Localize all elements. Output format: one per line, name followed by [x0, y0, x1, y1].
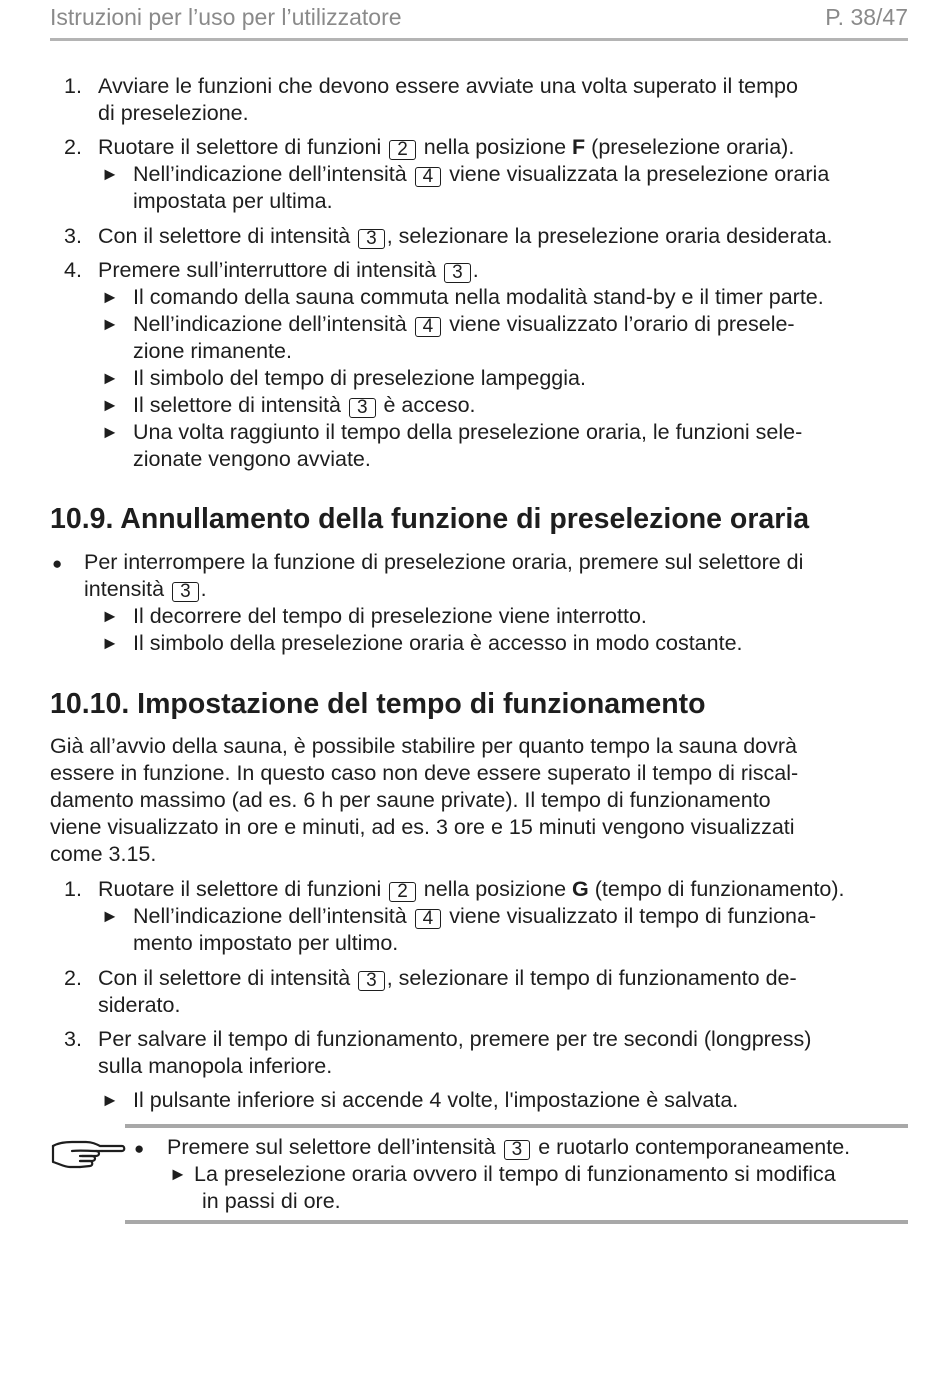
control-ref-box: 3 [358, 229, 385, 249]
result-arrow-icon: ► [101, 164, 119, 184]
bullet-text: intensità 3 . [84, 577, 207, 602]
result-text: mento impostato per ultimo. [133, 931, 399, 955]
step-text: Ruotare il selettore di funzioni 2 nella posizione F (preselezione oraria). [98, 135, 795, 160]
result-arrow-icon: ► [101, 314, 119, 334]
step-text: di preselezione. [98, 101, 249, 125]
paragraph-line: essere in funzione. In questo caso non deve essere superato il tempo di riscal- [50, 761, 799, 785]
note-top-rule [125, 1124, 908, 1128]
step-text: Per salvare il tempo di funzionamento, premere per tre secondi (longpress) [98, 1027, 812, 1051]
note-result-text: in passi di ore. [202, 1189, 341, 1213]
result-text: Il comando della sauna commuta nella modalità stand-by e il timer parte. [133, 285, 824, 309]
pointing-hand-icon [50, 1134, 126, 1176]
note-bottom-rule [125, 1220, 908, 1224]
bullet-icon: ● [134, 1139, 145, 1158]
note-text: Premere sul selettore dell’intensità 3 e ruotarlo contemporaneamente. [167, 1135, 851, 1160]
result-arrow-icon: ► [101, 287, 119, 307]
result-text: zionate vengono avviate. [133, 447, 371, 471]
control-ref-box: 2 [389, 140, 416, 160]
step-number: 3. [64, 224, 82, 248]
result-text: zione rimanente. [133, 339, 292, 363]
result-text: Una volta raggiunto il tempo della preselezione oraria, le funzioni sele- [133, 420, 803, 444]
control-ref-box: 4 [415, 167, 442, 187]
control-ref-box: 2 [389, 882, 416, 902]
bullet-icon: ● [52, 554, 63, 573]
step-text: Avviare le funzioni che devono essere avviate una volta superato il tempo [98, 74, 798, 98]
result-text: Il simbolo della preselezione oraria è accesso in modo costante. [133, 631, 743, 655]
note-result-text: La preselezione oraria ovvero il tempo di funzionamento si modifica [194, 1162, 836, 1186]
step-number: 1. [64, 74, 82, 98]
step-number: 1. [64, 877, 82, 901]
bullet-text: Per interrompere la funzione di preselezione oraria, premere sul selettore di [84, 550, 804, 574]
control-ref-box: 4 [415, 317, 442, 337]
result-arrow-icon: ► [101, 422, 119, 442]
result-text: Il pulsante inferiore si accende 4 volte, l'impostazione è salvata. [133, 1088, 739, 1112]
paragraph-line: come 3.15. [50, 842, 157, 866]
step-text: Con il selettore di intensità 3 , selezionare il tempo di funzionamento de- [98, 966, 797, 991]
document-title: Istruzioni per l’uso per l’utilizzatore [50, 4, 402, 30]
control-ref-box: 3 [172, 582, 199, 602]
page-header [50, 2, 908, 32]
step-text: siderato. [98, 993, 181, 1017]
result-text: Nell’indicazione dell’intensità 4 viene visualizzato l’orario di presele- [133, 312, 795, 337]
result-arrow-icon: ► [169, 1164, 187, 1184]
result-arrow-icon: ► [101, 633, 119, 653]
header-divider [50, 38, 908, 41]
result-arrow-icon: ► [101, 395, 119, 415]
result-text: Il decorrere del tempo di preselezione viene interrotto. [133, 604, 647, 628]
result-text: Nell’indicazione dell’intensità 4 viene visualizzato il tempo di funziona- [133, 904, 817, 929]
paragraph-line: viene visualizzato in ore e minuti, ad es. 3 ore e 15 minuti vengono visualizzati [50, 815, 795, 839]
result-arrow-icon: ► [101, 368, 119, 388]
result-arrow-icon: ► [101, 1090, 119, 1110]
control-ref-box: 3 [349, 398, 376, 418]
section-heading: 10.10. Impostazione del tempo di funzionamento [50, 688, 706, 720]
control-ref-box: 3 [504, 1140, 531, 1160]
control-ref-box: 3 [358, 971, 385, 991]
paragraph-line: damento massimo (ad es. 6 h per saune private). Il tempo di funzionamento [50, 788, 771, 812]
result-text: Il selettore di intensità 3 è acceso. [133, 393, 476, 418]
step-text: sulla manopola inferiore. [98, 1054, 333, 1078]
section-heading: 10.9. Annullamento della funzione di preselezione oraria [50, 503, 810, 535]
control-ref-box: 3 [444, 263, 471, 283]
step-number: 2. [64, 966, 82, 990]
step-number: 3. [64, 1027, 82, 1051]
result-text: Nell’indicazione dell’intensità 4 viene visualizzata la preselezione oraria [133, 162, 830, 187]
step-number: 2. [64, 135, 82, 159]
step-text: Ruotare il selettore di funzioni 2 nella posizione G (tempo di funzionamento). [98, 877, 845, 902]
page-number: P. 38/47 [825, 4, 908, 30]
step-text: Con il selettore di intensità 3 , selezionare la preselezione oraria desiderata. [98, 224, 833, 249]
result-arrow-icon: ► [101, 906, 119, 926]
result-text: Il simbolo del tempo di preselezione lampeggia. [133, 366, 586, 390]
result-text: impostata per ultima. [133, 189, 333, 213]
result-arrow-icon: ► [101, 606, 119, 626]
control-ref-box: 4 [415, 909, 442, 929]
step-text: Premere sull’interruttore di intensità 3 . [98, 258, 479, 283]
paragraph-line: Già all’avvio della sauna, è possibile stabilire per quanto tempo la sauna dovrà [50, 734, 797, 758]
step-number: 4. [64, 258, 82, 282]
